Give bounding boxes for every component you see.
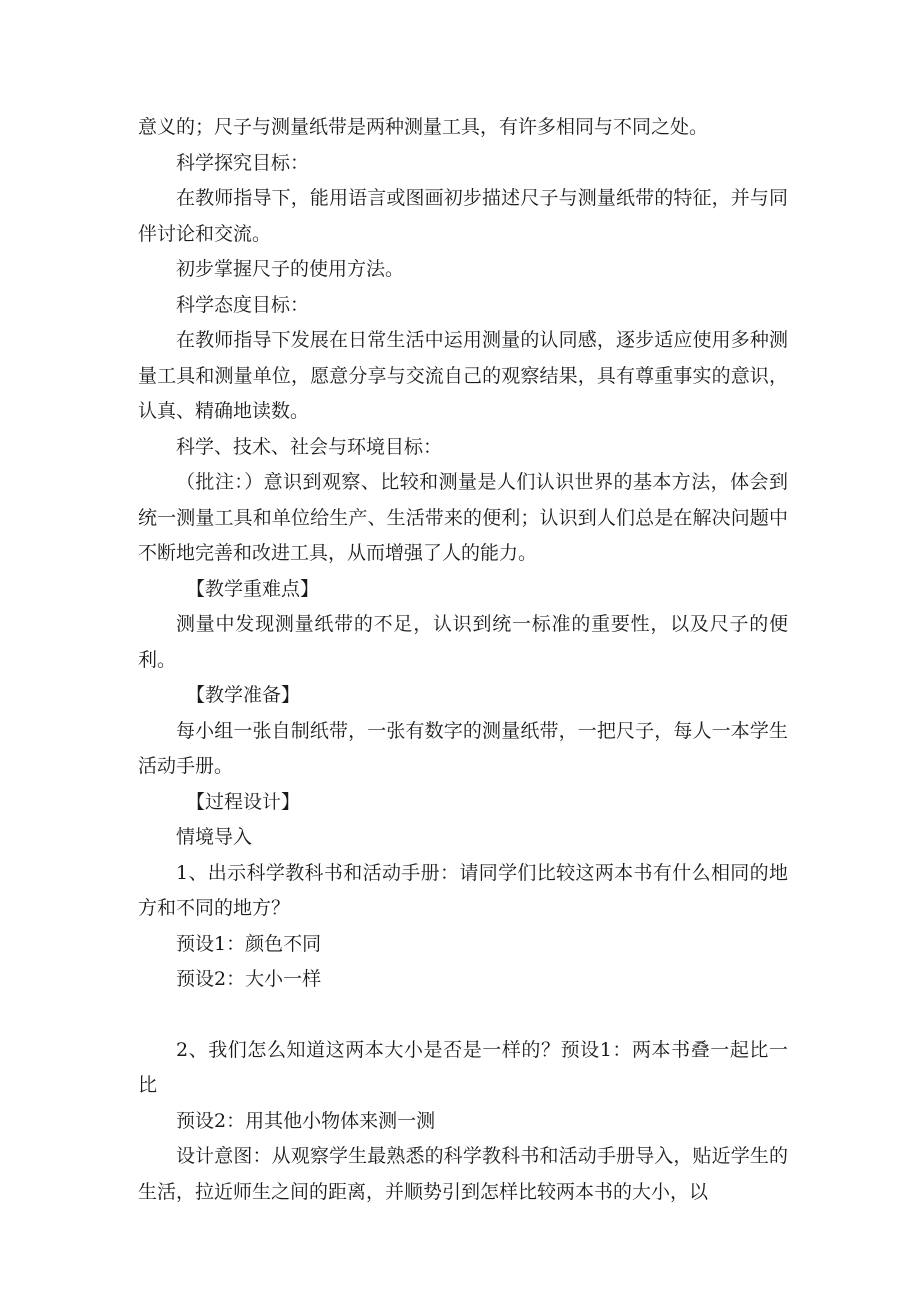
blank-line (138, 998, 788, 1033)
paragraph-key-points: 测量中发现测量纸带的不足，认识到统一标准的重要性，以及尺子的便利。 (138, 613, 788, 671)
paragraph-step-1: 1、出示科学教科书和活动手册：请同学们比较这两本书有什么相同的地方和不同的地方？ (138, 861, 788, 919)
subheading-stse-goal: 科学、技术、社会与环境目标： (176, 435, 443, 458)
paragraph-stse: （批注：）意识到观察、比较和测量是人们认识世界的基本方法，体会到统一测量工具和单位给生产、生活带来的便利；认识到人们总是在解决问题中不断地完善和改进工具，从而增强了人的能力。 (138, 471, 788, 564)
paragraph-attitude: 在教师指导下发展在日常生活中运用测量的认同感，逐步适应使用多种测量工具和测量单位，愿意分享与交流自己的观察结果，具有尊重事实的意识，认真、精确地读数。 (138, 329, 788, 422)
paragraph-continuation: 意义的；尺子与测量纸带是两种测量工具，有许多相同与不同之处。 (138, 116, 709, 138)
section-heading-process: 【过程设计】 (186, 790, 301, 813)
paragraph-design-intent: 设计意图：从观察学生最熟悉的科学教科书和活动手册导入，贴近学生的生活，拉近师生之间的距离，并顺势引到怎样比较两本书的大小，以 (138, 1145, 788, 1203)
paragraph-preset-3: 预设2：用其他小物体来测一测 (176, 1109, 436, 1132)
paragraph-inquiry-2: 初步掌握尺子的使用方法。 (176, 258, 405, 280)
subheading-inquiry-goal: 科学探究目标： (176, 151, 310, 174)
subheading-attitude-goal: 科学态度目标： (176, 293, 310, 316)
paragraph-preset-2: 预设2：大小一样 (176, 968, 322, 990)
paragraph-inquiry-1: 在教师指导下，能用语言或图画初步描述尺子与测量纸带的特征，并与同伴讨论和交流。 (138, 187, 788, 245)
document-page (138, 110, 788, 1210)
subheading-intro: 情境导入 (176, 826, 253, 848)
section-heading-preparation: 【教学准备】 (186, 684, 301, 706)
paragraph-preparation: 每小组一张自制纸带，一张有数字的测量纸带，一把尺子，每人一本学生活动手册。 (138, 719, 788, 777)
paragraph-step-2: 2、我们怎么知道这两本大小是否是一样的？预设1：两本书叠一起比一比 (138, 1038, 788, 1096)
section-heading-key-points: 【教学重难点】 (186, 577, 320, 600)
paragraph-preset-1: 预设1：颜色不同 (176, 932, 322, 955)
